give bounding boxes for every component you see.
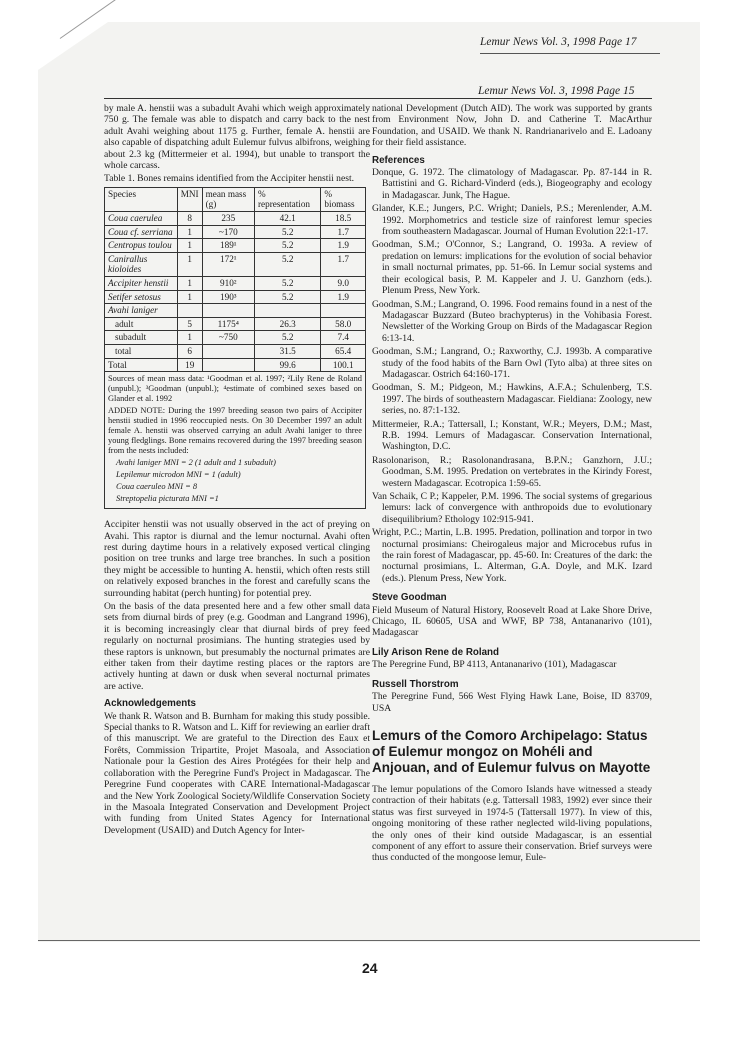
value-cell: 1.7: [321, 252, 366, 276]
table-row: [105, 225, 366, 239]
table-header-row: [105, 187, 366, 211]
value-cell: 5: [177, 317, 202, 331]
left-column: [104, 103, 370, 838]
note-item: Avahi laniger MNI = 2 (1 adult and 1 subadult): [116, 458, 276, 468]
value-cell: 42.1: [254, 212, 320, 226]
value-cell: 19: [177, 358, 202, 372]
value-cell: 1: [177, 290, 202, 304]
table-row: [105, 304, 366, 318]
author-address: The Peregrine Fund, BP 4113, Antananarivo (101), Madagascar: [372, 659, 617, 671]
value-cell: 65.4: [321, 344, 366, 358]
value-cell: 5.2: [254, 239, 320, 253]
author-name: Russell Thorstrom: [372, 678, 459, 690]
species-cell: Coua cf. serriana: [105, 225, 178, 239]
species-cell: Avahi laniger: [105, 304, 178, 318]
reference-item: Donque, G. 1972. The climatology of Madagascar. Pp. 87-144 in R. Battistini and G. Richard-Vinderd (eds.), Biogeography and ecology in Madagascar. Junk, The Hague.: [372, 167, 652, 201]
value-cell: 100.1: [321, 358, 366, 372]
table-header-cell: mean mass (g): [202, 187, 254, 211]
bones-table: [104, 187, 366, 372]
running-header-back: Lemur News Vol. 3, 1998 Page 17: [480, 36, 637, 48]
value-cell: 1: [177, 252, 202, 276]
article-title: Lemurs of the Comoro Archipelago: Status of Eulemur mongoz on Mohéli and Anjouan, and of Eulemur fulvus on Mayotte: [372, 727, 651, 775]
table-row: [105, 331, 366, 345]
running-header: Lemur News Vol. 3, 1998 Page 15: [478, 85, 635, 97]
species-cell: Coua caerulea: [105, 212, 178, 226]
value-cell: 5.2: [254, 290, 320, 304]
species-cell: Total: [105, 358, 178, 372]
table-row: [105, 252, 366, 276]
species-cell: Accipiter henstii: [105, 277, 178, 291]
table-sources: Sources of mean mass data: ¹Goodman et al. 1997; ²Lily Rene de Roland (unpubl.); ³Goodman (unpubl.); ⁴estimate of combined sexes based on Glander et al. 1992: [108, 374, 362, 404]
value-cell: 1.7: [321, 225, 366, 239]
table-header-cell: % representation: [254, 187, 320, 211]
reference-item: Goodman, S.M.; Langrand, O.; Raxworthy, C.J. 1993b. A comparative study of the food habits of the Barn Owl (Tyto alba) at three sites on Madagascar. Ostrich 64:160-171.: [372, 346, 652, 380]
acknowledgements-continued: national Development (Dutch AID). The work was supported by grants from Environment Now, John D. and Catherine T. MacArthur Foundation, and USAID. We thank N. Randrianarivelo and E. Ladoany for their field assistance.: [372, 103, 652, 149]
reference-item: Wright, P.C.; Martin, L.B. 1995. Predation, pollination and torpor in two nocturnal prosimians: Cheirogaleus major and Microcebus rufus in the rain forest of Madagascar, pp. 45-60. In: Creatures of the dark: the nocturnal prosimians, L. Alterman, G.A. Doyle, and M.K. Izard (eds.). Plenum Press, New York.: [372, 527, 652, 584]
value-cell: 58.0: [321, 317, 366, 331]
value-cell: 910²: [202, 277, 254, 291]
value-cell: 8: [177, 212, 202, 226]
value-cell: 6: [177, 344, 202, 358]
table-row: [105, 277, 366, 291]
value-cell: 190³: [202, 290, 254, 304]
value-cell: 5.2: [254, 331, 320, 345]
right-column: [372, 103, 652, 866]
value-cell: 18.5: [321, 212, 366, 226]
value-cell: [202, 304, 254, 318]
article-intro: The lemur populations of the Comoro Islands have witnessed a steady contraction of their habitats (e.g. Tattersall 1983, 1992) ever since their status was first surveyed in 1974-5 (Tattersall 1977). In view of this, ongoing monitoring of these rather neglected wild-living populations, the only ones of their kind outside Madagascar, is an essential component of any effort to assure their conservation. Brief surveys were thus conducted of the mongoose lemur, Eule-: [372, 783, 652, 864]
page-number: 24: [362, 960, 378, 976]
value-cell: 1: [177, 331, 202, 345]
table-header-cell: MNI: [177, 187, 202, 211]
value-cell: 5.2: [254, 252, 320, 276]
species-cell: subadult: [105, 331, 178, 345]
table-row: [105, 358, 366, 372]
value-cell: 1.9: [321, 290, 366, 304]
references-heading: References: [372, 154, 425, 166]
intro-paragraph: by male A. henstii was a subadult Avahi which weigh approximately 750 g. The female was able to dispatch and carry back to the nest adult Avahi weighing about 1175 g. Further, female A. henstii are also capable of dispatching adult Eulemur fulvus albifrons, weighing about 2.3 kg (Mittermeier et al. 1994), but unable to transport the whole carcass.: [104, 103, 370, 172]
species-cell: total: [105, 344, 178, 358]
reference-item: Goodman, S.M.; Langrand, O. 1996. Food remains found in a nest of the Madagascar Buzzard (Buteo brachypterus) in the Vohibasia Forest. Newsletter of the Working Group on Birds of the Madagascar Region 6:13-14.: [372, 298, 652, 344]
value-cell: 5.2: [254, 277, 320, 291]
table-row: [105, 239, 366, 253]
table-header-cell: % biomass: [321, 187, 366, 211]
value-cell: 7.4: [321, 331, 366, 345]
table-row: [105, 344, 366, 358]
header-rule: [104, 98, 652, 99]
value-cell: 1.9: [321, 239, 366, 253]
table-row: [105, 212, 366, 226]
author-address: The Peregrine Fund, 566 West Flying Hawk Lane, Boise, ID 83709, USA: [372, 691, 652, 714]
value-cell: ~750: [202, 331, 254, 345]
note-item: Lepilemur microdon MNI = 1 (adult): [116, 470, 241, 480]
value-cell: 26.3: [254, 317, 320, 331]
page-bottom-rule: [38, 940, 700, 941]
table-header-cell: Species: [105, 187, 178, 211]
value-cell: 172¹: [202, 252, 254, 276]
table-caption: Table 1. Bones remains identified from the Accipiter henstii nest.: [104, 173, 355, 185]
value-cell: [177, 304, 202, 318]
value-cell: 99.6: [254, 358, 320, 372]
reference-item: Van Schaik, C P.; Kappeler, P.M. 1996. The social systems of gregarious lemurs: lack of convergence with anthropoids due to evolutionary disequilibrium? Ethology 102:915-941.: [372, 491, 652, 525]
note-item: Coua caeruleo MNI = 8: [116, 482, 198, 492]
species-cell: adult: [105, 317, 178, 331]
header-rule-back: [480, 53, 660, 54]
author-name: Lily Arison Rene de Roland: [372, 646, 500, 658]
value-cell: 189¹: [202, 239, 254, 253]
table-notes: [104, 372, 366, 509]
species-cell: Setifer setosus: [105, 290, 178, 304]
reference-item: Rasolonarison, R.; Rasolonandrasana, B.P.N.; Ganzhorn, J.U.; Goodman, S.M. 1995. Predation on vertebrates in the Kirindy Forest, western Madagascar. Ecotropica 1:59-65.: [372, 454, 652, 489]
reference-item: Goodman, S.M.; O'Connor, S.; Langrand, O. 1993a. A review of predation on lemurs: implications for the evolution of social behavior in small nocturnal primates, pp. 51-66. In Lemur social systems and their ecological basis, P. M. Kappeler and J. U. Ganzhorn (eds.). Plenum Press, New York.: [372, 239, 652, 297]
table-row: [105, 290, 366, 304]
value-cell: 5.2: [254, 225, 320, 239]
table-row: [105, 317, 366, 331]
acknowledgements-text: We thank R. Watson and B. Burnham for making this study possible. Special thanks to R. Watson and L. Kiff for reviewing an earlier draft of this manuscript. We are grateful to the Direction des Eaux et Forêts, Commission Tripartite, Projet Masoala, and Association Nationale pour la Gestion des Aires Protégées for their help and collaboration with the Peregrine Fund's Project in Madagascar. The Peregrine Fund cooperates with CARE International-Madagascar and the New York Zoological Society/Wildlife Conservation Society in the Masoala Integrated Conservation and Development Project with funding from United States Agency for International Development (USAID) and Dutch Agency for Inter-: [104, 710, 370, 836]
reference-item: Glander, K.E.; Jungers, P.C. Wright; Daniels, P.S.; Merenlender, A.M. 1992. Morphometrics and testicle size of rainforest lemur species from southeastern Madagascar. Journal of Human Evolution 22:1-17.: [372, 203, 652, 238]
value-cell: [202, 344, 254, 358]
table-added-note: ADDED NOTE: During the 1997 breeding season two pairs of Accipiter henstii studied in 1996 reoccupied nests. On 30 December 1997 an adult female A. henstii was observed carrying an adult Avahi laniger to three young fledglings. Bone remains recovered during the 1997 breeding season from the nests included:: [108, 406, 362, 456]
value-cell: 1: [177, 225, 202, 239]
value-cell: 9.0: [321, 277, 366, 291]
value-cell: 1: [177, 239, 202, 253]
body-paragraph: Accipiter henstii was not usually observed in the act of preying on Avahi. This raptor is diurnal and the lemur nocturnal. Avahi often rest during daytime hours in a relatively exposed vertical clinging position on tree trunks and large tree branches. In such a position they might be accessible to hunting A. henstii, which often rests still on relatively exposed branches in the forest and carefully scans the surrounding habitat (perch hunting) for potential prey.: [104, 519, 370, 599]
value-cell: 1: [177, 277, 202, 291]
value-cell: ~170: [202, 225, 254, 239]
acknowledgements-heading: Acknowledgements: [104, 698, 197, 710]
author-address: Field Museum of Natural History, Roosevelt Road at Lake Shore Drive, Chicago, IL 60605, USA and WWF, BP 738, Antananarivo (101), Madagascar: [372, 604, 652, 639]
value-cell: 1175⁴: [202, 317, 254, 331]
species-cell: Centropus toulou: [105, 239, 178, 253]
reference-item: Mittermeier, R.A.; Tattersall, I.; Konstant, W.R.; Meyers, D.M.; Mast, R.B. 1994. Lemurs of Madagascar. Conservation International, Washington, D.C.: [372, 418, 652, 453]
value-cell: 31.5: [254, 344, 320, 358]
value-cell: [254, 304, 320, 318]
value-cell: 235: [202, 212, 254, 226]
reference-item: Goodman, S. M.; Pidgeon, M.; Hawkins, A.F.A.; Schulenberg, T.S. 1997. The birds of southeastern Madagascar. Fieldiana: Zoology, new series, no. 87:1-132.: [372, 382, 652, 417]
body-paragraph: On the basis of the data presented here and a few other small data sets from diurnal birds of prey (e.g. Goodman and Langrand 1996), it is becoming increasingly clear that diurnal birds of prey feed regularly on nocturnal prosimians. The hunting strategies used by these raptors is unknown, but presumably the nocturnal primates are either taken from their daytime resting places or the raptors are actively hunting at dawn or dusk when several nocturnal primates are active.: [104, 601, 370, 692]
value-cell: [202, 358, 254, 372]
species-cell: Canirallus kioloides: [105, 252, 178, 276]
author-name: Steve Goodman: [372, 592, 447, 604]
value-cell: [321, 304, 366, 318]
note-item: Streptopelia picturata MNI =1: [116, 494, 219, 504]
